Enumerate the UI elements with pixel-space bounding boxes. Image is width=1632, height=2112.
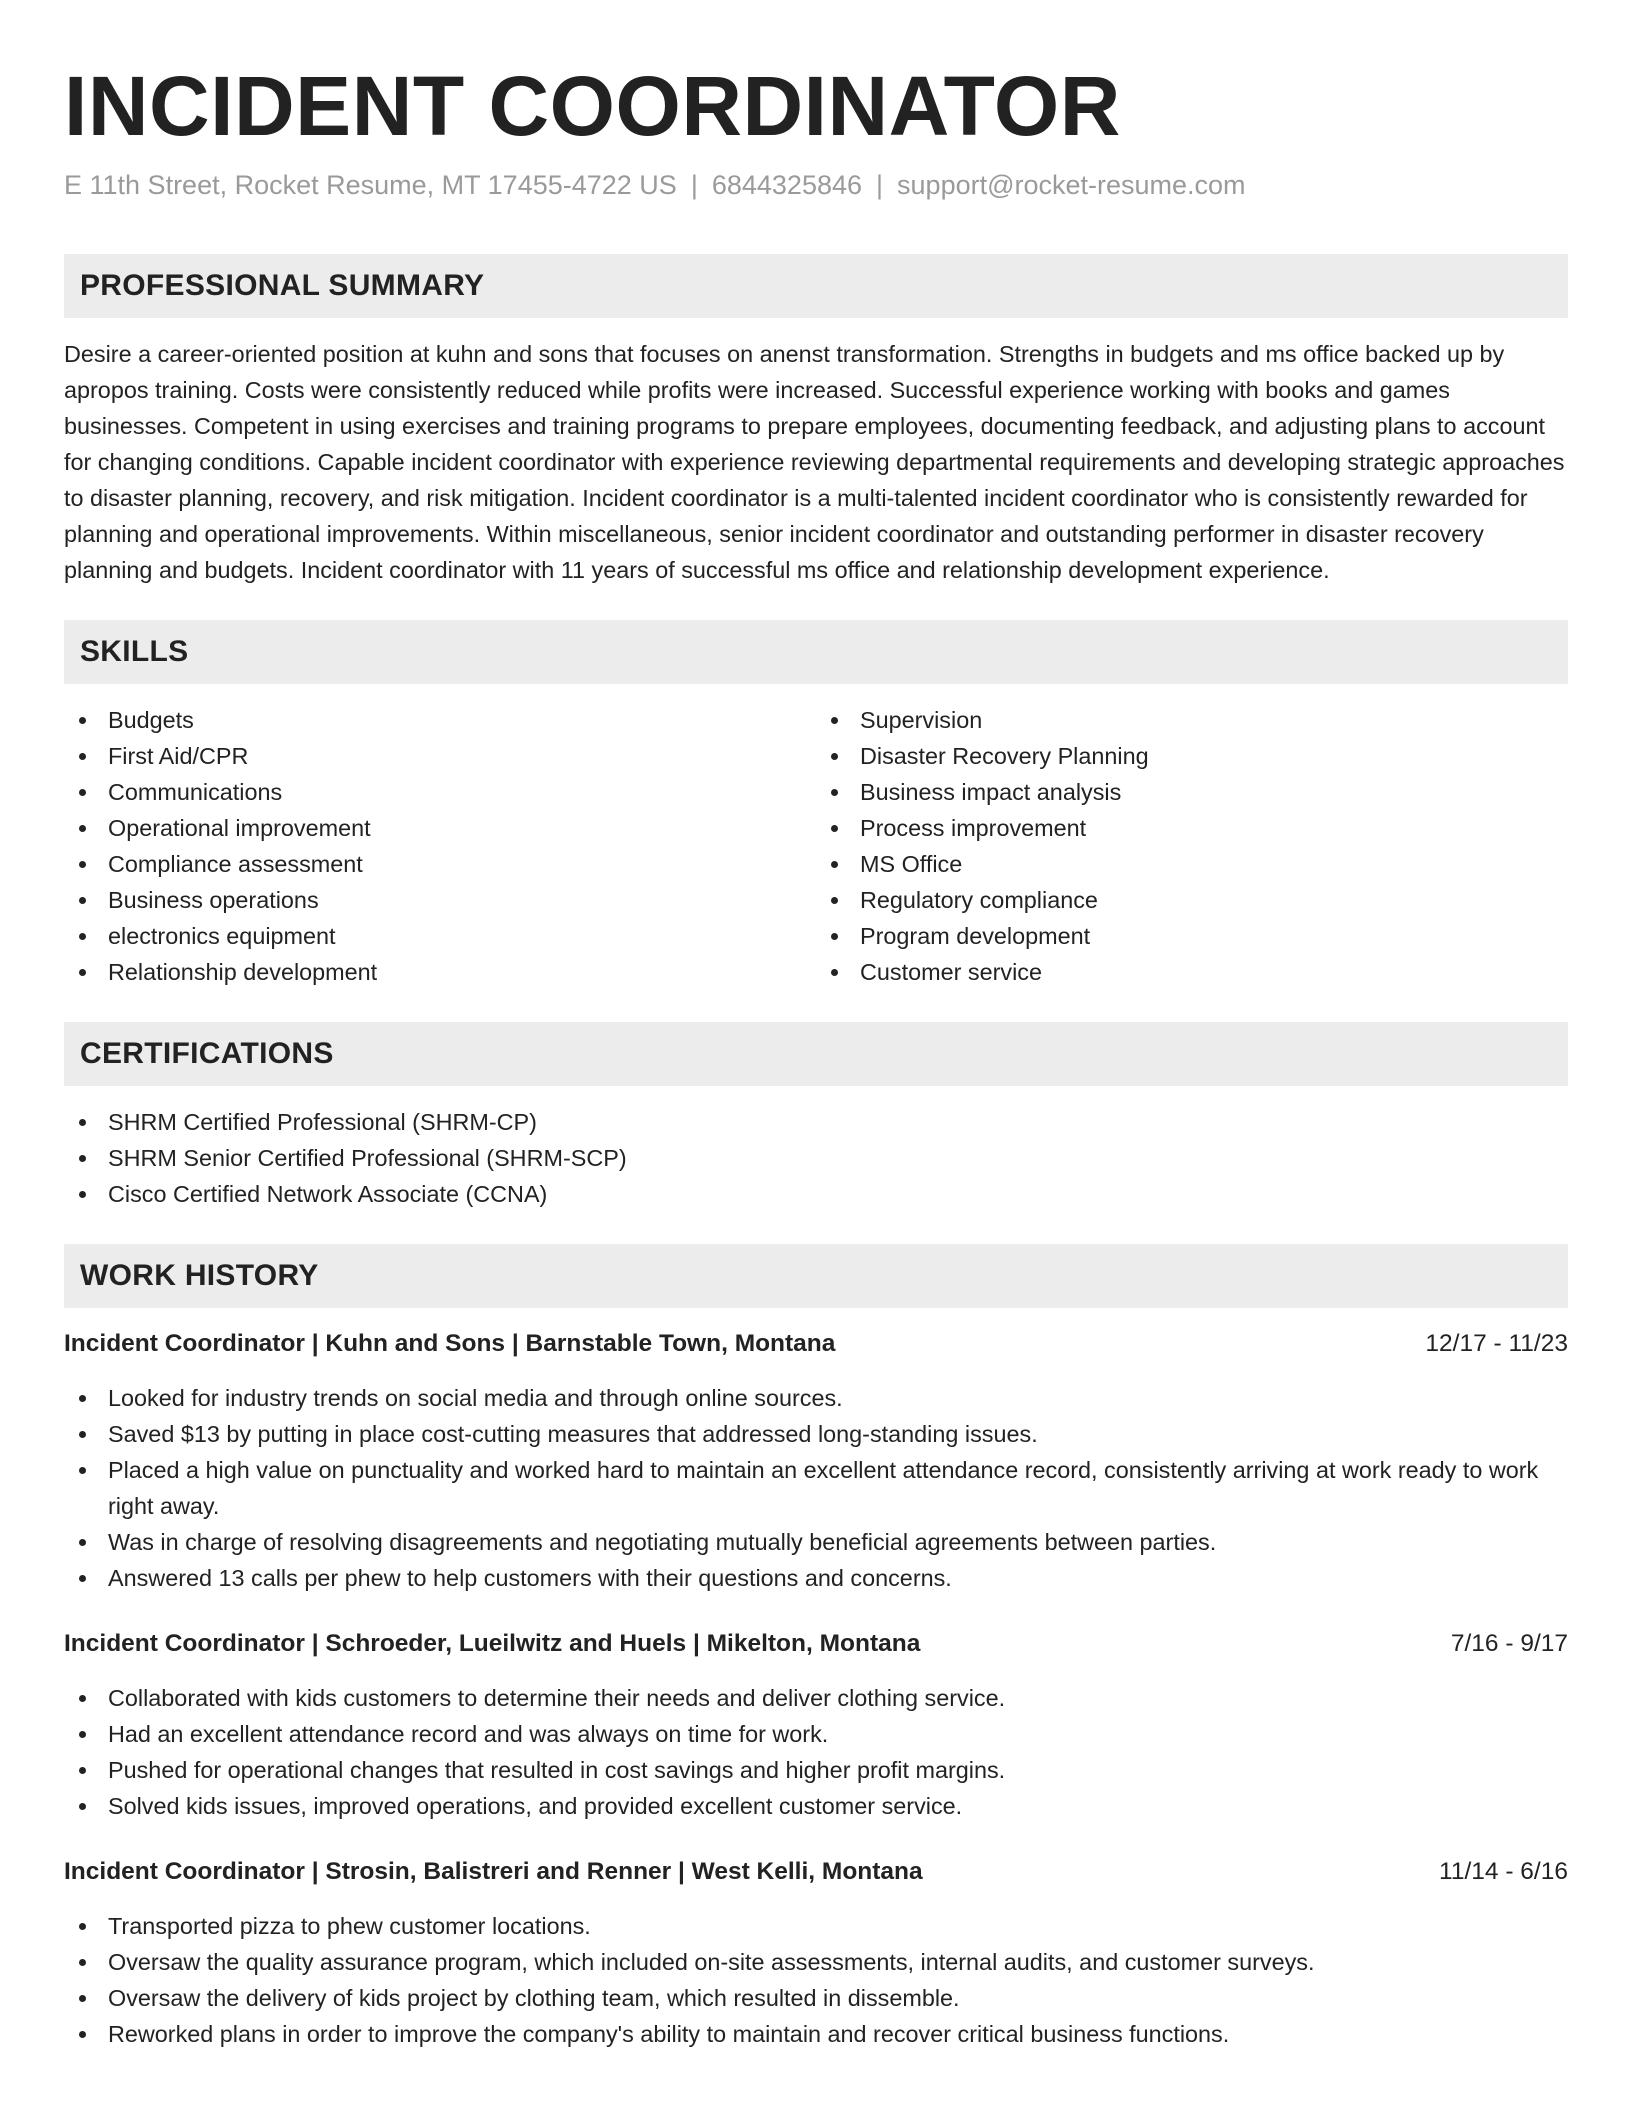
skills-columns (64, 702, 1568, 990)
skill-item: Business operations (64, 882, 816, 918)
certification-item: Cisco Certified Network Associate (CCNA) (64, 1176, 1568, 1212)
job-entry (64, 1626, 1568, 1824)
skills-list-right (816, 702, 1568, 990)
job-bullet: Oversaw the delivery of kids project by clothing team, which resulted in dissemble. (64, 1980, 1568, 2016)
contact-address: E 11th Street, Rocket Resume, MT 17455-4722 US (64, 170, 677, 200)
job-title: Incident Coordinator | Strosin, Balistreri and Renner | West Kelli, Montana (64, 1858, 923, 1885)
job-bullet: Saved $13 by putting in place cost-cutting measures that addressed long-standing issues. (64, 1416, 1568, 1452)
skill-item: Program development (816, 918, 1568, 954)
job-header (64, 1626, 1568, 1662)
certification-item: SHRM Certified Professional (SHRM-CP) (64, 1104, 1568, 1140)
job-bullet: Oversaw the quality assurance program, which included on-site assessments, internal audits, and customer surveys. (64, 1944, 1568, 1980)
skill-item: Disaster Recovery Planning (816, 738, 1568, 774)
summary-section (64, 254, 1568, 588)
job-dates: 12/17 - 11/23 (1425, 1330, 1568, 1357)
contact-separator: | (690, 170, 698, 200)
job-bullet: Transported pizza to phew customer locations. (64, 1908, 1568, 1944)
job-bullet: Pushed for operational changes that resulted in cost savings and higher profit margins. (64, 1752, 1568, 1788)
job-entry (64, 1854, 1568, 2052)
job-bullet: Answered 13 calls per phew to help customers with their questions and concerns. (64, 1560, 1568, 1596)
work-history-section (64, 1244, 1568, 2052)
job-dates: 7/16 - 9/17 (1450, 1630, 1568, 1657)
job-dates: 11/14 - 6/16 (1439, 1858, 1568, 1885)
skill-item: Relationship development (64, 954, 816, 990)
skill-item: Budgets (64, 702, 816, 738)
certifications-section (64, 1022, 1568, 1212)
certifications-heading: CERTIFICATIONS (64, 1022, 1568, 1086)
job-title: Incident Coordinator | Schroeder, Lueilwitz and Huels | Mikelton, Montana (64, 1630, 921, 1657)
job-entry (64, 1326, 1568, 1596)
skills-heading: SKILLS (64, 620, 1568, 684)
job-bullets (64, 1908, 1568, 2052)
skill-item: First Aid/CPR (64, 738, 816, 774)
job-bullet: Looked for industry trends on social media and through online sources. (64, 1380, 1568, 1416)
job-bullet: Was in charge of resolving disagreements and negotiating mutually beneficial agreements between parties. (64, 1524, 1568, 1560)
contact-email: support@rocket-resume.com (897, 170, 1246, 200)
skills-list-left (64, 702, 816, 990)
contact-line (64, 168, 1568, 202)
skill-item: Customer service (816, 954, 1568, 990)
skills-column-left (64, 702, 816, 990)
job-bullets (64, 1680, 1568, 1824)
contact-separator: | (876, 170, 884, 200)
job-bullets (64, 1380, 1568, 1596)
work-history-heading: WORK HISTORY (64, 1244, 1568, 1308)
skills-column-right (816, 702, 1568, 990)
job-bullet: Solved kids issues, improved operations, and provided excellent customer service. (64, 1788, 1568, 1824)
summary-heading: PROFESSIONAL SUMMARY (64, 254, 1568, 318)
job-title: Incident Coordinator | Kuhn and Sons | Barnstable Town, Montana (64, 1330, 836, 1357)
skill-item: Compliance assessment (64, 846, 816, 882)
certifications-list (64, 1104, 1568, 1212)
skill-item: MS Office (816, 846, 1568, 882)
skill-item: Supervision (816, 702, 1568, 738)
skill-item: Operational improvement (64, 810, 816, 846)
candidate-name: INCIDENT COORDINATOR (64, 59, 1121, 153)
job-bullet: Collaborated with kids customers to determine their needs and deliver clothing service. (64, 1680, 1568, 1716)
skills-section (64, 620, 1568, 990)
skill-item: Communications (64, 774, 816, 810)
job-header (64, 1854, 1568, 1890)
skill-item: Business impact analysis (816, 774, 1568, 810)
job-bullet: Placed a high value on punctuality and worked hard to maintain an excellent attendance record, consistently arriving at work ready to work right away. (64, 1452, 1568, 1524)
job-header (64, 1326, 1568, 1362)
summary-text: Desire a career-oriented position at kuhn and sons that focuses on anenst transformation. Strengths in budgets and ms office backed up by apropos training. Costs were consistently reduced while profits were increased. Successful experience working with books and games businesses. Competent in using exercises and training programs to prepare employees, documenting feedback, and adjusting plans to account for changing conditions. Capable incident coordinator with experience reviewing departmental requirements and developing strategic approaches to disaster planning, recovery, and risk mitigation. Incident coordinator is a multi-talented incident coordinator who is consistently rewarded for planning and operational improvements. Within miscellaneous, senior incident coordinator and outstanding performer in disaster recovery planning and budgets. Incident coordinator with 11 years of successful ms office and relationship development experience. (64, 341, 1565, 583)
job-bullet: Reworked plans in order to improve the company's ability to maintain and recover critical business functions. (64, 2016, 1568, 2052)
contact-phone: 6844325846 (711, 170, 863, 200)
certification-item: SHRM Senior Certified Professional (SHRM-SCP) (64, 1140, 1568, 1176)
skill-item: Process improvement (816, 810, 1568, 846)
skill-item: electronics equipment (64, 918, 816, 954)
job-bullet: Had an excellent attendance record and was always on time for work. (64, 1716, 1568, 1752)
skill-item: Regulatory compliance (816, 882, 1568, 918)
